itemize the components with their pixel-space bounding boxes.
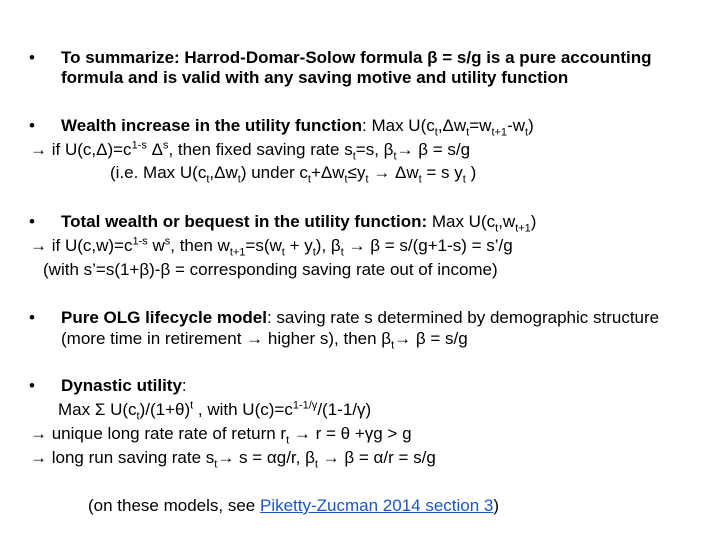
wealth-increase-line-2: → if $U(c,\Delta)=c^{1-s}$ $\Delta^s$, then fixed saving rate $s_t=s$, $\beta_t\to \beta = s/g$ <box>30 139 471 163</box>
dynastic-line-2: Max Σ $U(c_t)/(1+\theta)^t$ , with $U(c)=c^{1-1/\gamma}/(1-1/\gamma)$ <box>58 399 372 423</box>
dynastic-line-4: → long run saving rate $s_t\to s = \alpha g/r$, $\beta_t \to \beta = \alpha/r = s/g$ <box>30 448 436 471</box>
bullet-marker: • <box>29 116 35 135</box>
olg-title: Pure OLG lifecycle model <box>61 308 267 327</box>
wealth-increase-line-3: (i.e. Max $U(c_t,\Delta w_t)$ under $c_t+\Delta w_t\le y_t \to \Delta w_t = s$ $y_t$ ) <box>110 163 477 186</box>
bullet-marker: • <box>29 212 35 231</box>
total-wealth-line-2: → if $U(c,w)=c^{1-s}$ $w^s$, then $w_{t+1}=s(w_t + y_t)$, $\beta_t \to \beta = s/(g+1-s)$ = s’/g <box>30 235 513 259</box>
bullet-marker: • <box>29 48 35 67</box>
dynastic-line-1: Dynastic utility: <box>61 376 187 395</box>
total-wealth-title: Total wealth or bequest in the utility function: <box>61 212 428 231</box>
wealth-increase-line-1: Wealth increase in the utility function: Max $U(c_t,\Delta w_t=w_{t+1}-w_t)$ <box>61 116 534 139</box>
summary-line-1: To summarize: Harrod-Domar-Solow formula β = s/g is a pure accounting <box>61 48 652 67</box>
dynastic-line-3: → unique long rate rate of return $r_t \to r = \theta +\gamma g > g$ <box>30 424 412 447</box>
piketty-zucman-link[interactable]: Piketty-Zucman 2014 section 3 <box>259 496 494 515</box>
bullet-marker: • <box>29 308 35 327</box>
dynastic-title: Dynastic utility <box>61 376 182 395</box>
olg-line-2: (more time in retirement → higher s), then $\beta_t\to \beta = s/g$ <box>61 329 468 352</box>
summary-line-2: formula and is valid with any saving motive and utility function <box>61 68 569 87</box>
footer-reference: (on these models, see Piketty-Zucman 2014 section 3) <box>88 496 500 515</box>
olg-line-1: Pure OLG lifecycle model: saving rate s determined by demographic structure <box>61 308 660 327</box>
total-wealth-line-1: Total wealth or bequest in the utility function: Max $U(c_t,w_{t+1})$ <box>61 212 537 235</box>
wealth-increase-title: Wealth increase in the utility function <box>61 116 363 135</box>
total-wealth-line-3: (with s’=s(1+β)-β = corresponding saving rate out of income) <box>43 260 498 279</box>
bullet-marker: • <box>29 376 35 395</box>
